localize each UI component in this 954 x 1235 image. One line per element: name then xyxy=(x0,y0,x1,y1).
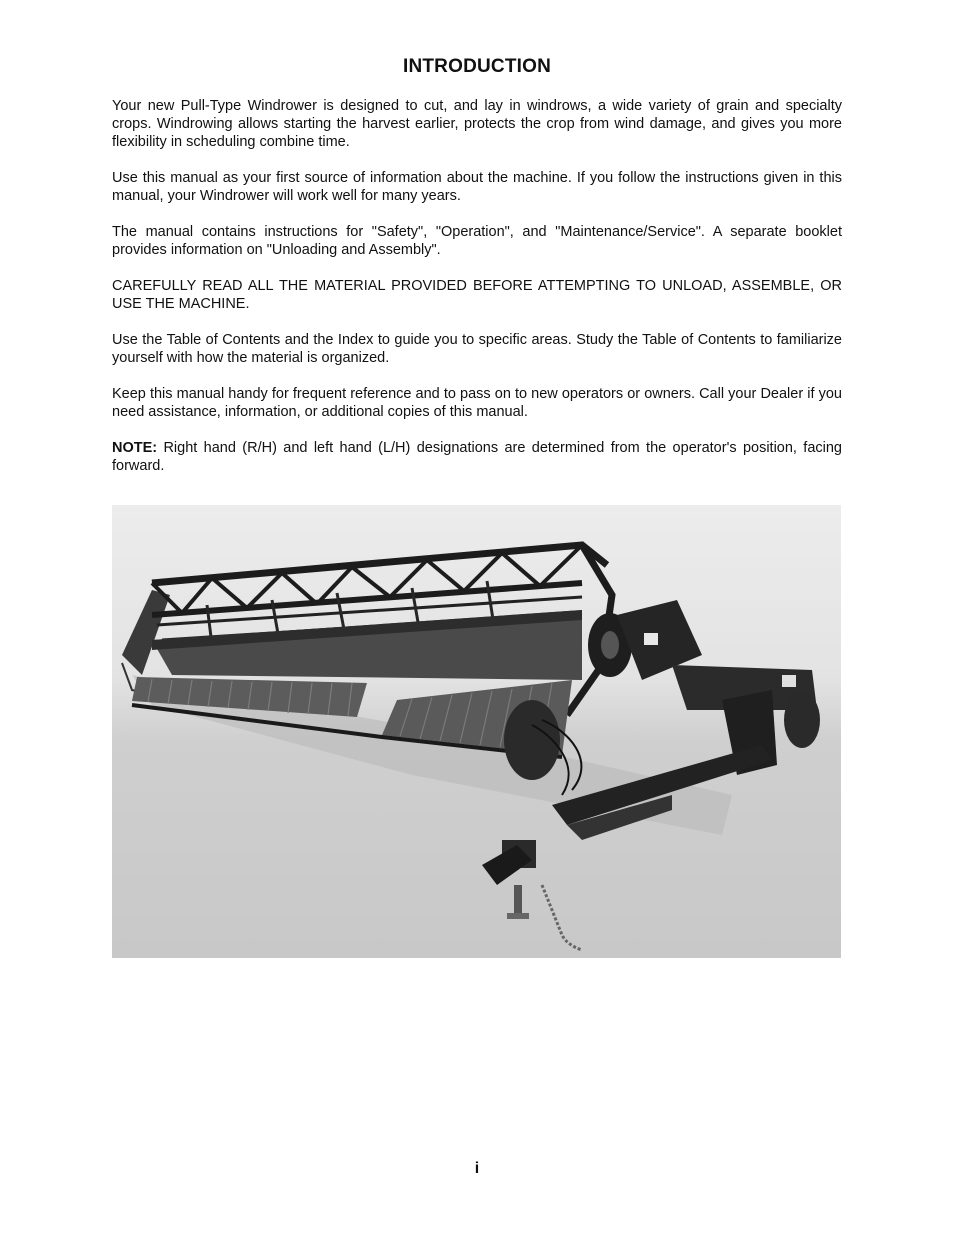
paragraph-contents: The manual contains instructions for "Safety", "Operation", and "Maintenance/Service". A separate booklet provides information on "Unloading and Assembly". xyxy=(112,224,842,258)
windrower-photo xyxy=(112,505,841,958)
note-text: Right hand (R/H) and left hand (L/H) designations are determined from the operator's position, facing forward. xyxy=(112,440,842,474)
paragraph-first-source: Use this manual as your first source of information about the machine. If you follow the instructions given in this manual, your Windrower will work well for many years. xyxy=(112,170,842,204)
note-paragraph xyxy=(112,439,842,475)
windrower-illustration xyxy=(112,505,841,958)
note-label: NOTE: xyxy=(112,440,158,456)
page-number: i xyxy=(474,1160,480,1177)
page-title: INTRODUCTION xyxy=(402,56,552,77)
intro-body xyxy=(112,97,842,493)
paragraph-table-of-contents: Use the Table of Contents and the Index to guide you to specific areas. Study the Table of Contents to familiarize yourself with how the material is organized. xyxy=(112,332,842,366)
paragraph-warning: CAREFULLY READ ALL THE MATERIAL PROVIDED BEFORE ATTEMPTING TO UNLOAD, ASSEMBLE, OR USE THE MACHINE. xyxy=(112,278,842,312)
paragraph-keep-handy: Keep this manual handy for frequent reference and to pass on to new operators or owners. Call your Dealer if you need assistance, information, or additional copies of this manual. xyxy=(112,386,842,420)
paragraph-design: Your new Pull-Type Windrower is designed to cut, and lay in windrows, a wide variety of grain and specialty crops. Windrowing allows starting the harvest earlier, protects the crop from wind damage, and gives you more flexibility in scheduling combine time. xyxy=(112,98,842,150)
